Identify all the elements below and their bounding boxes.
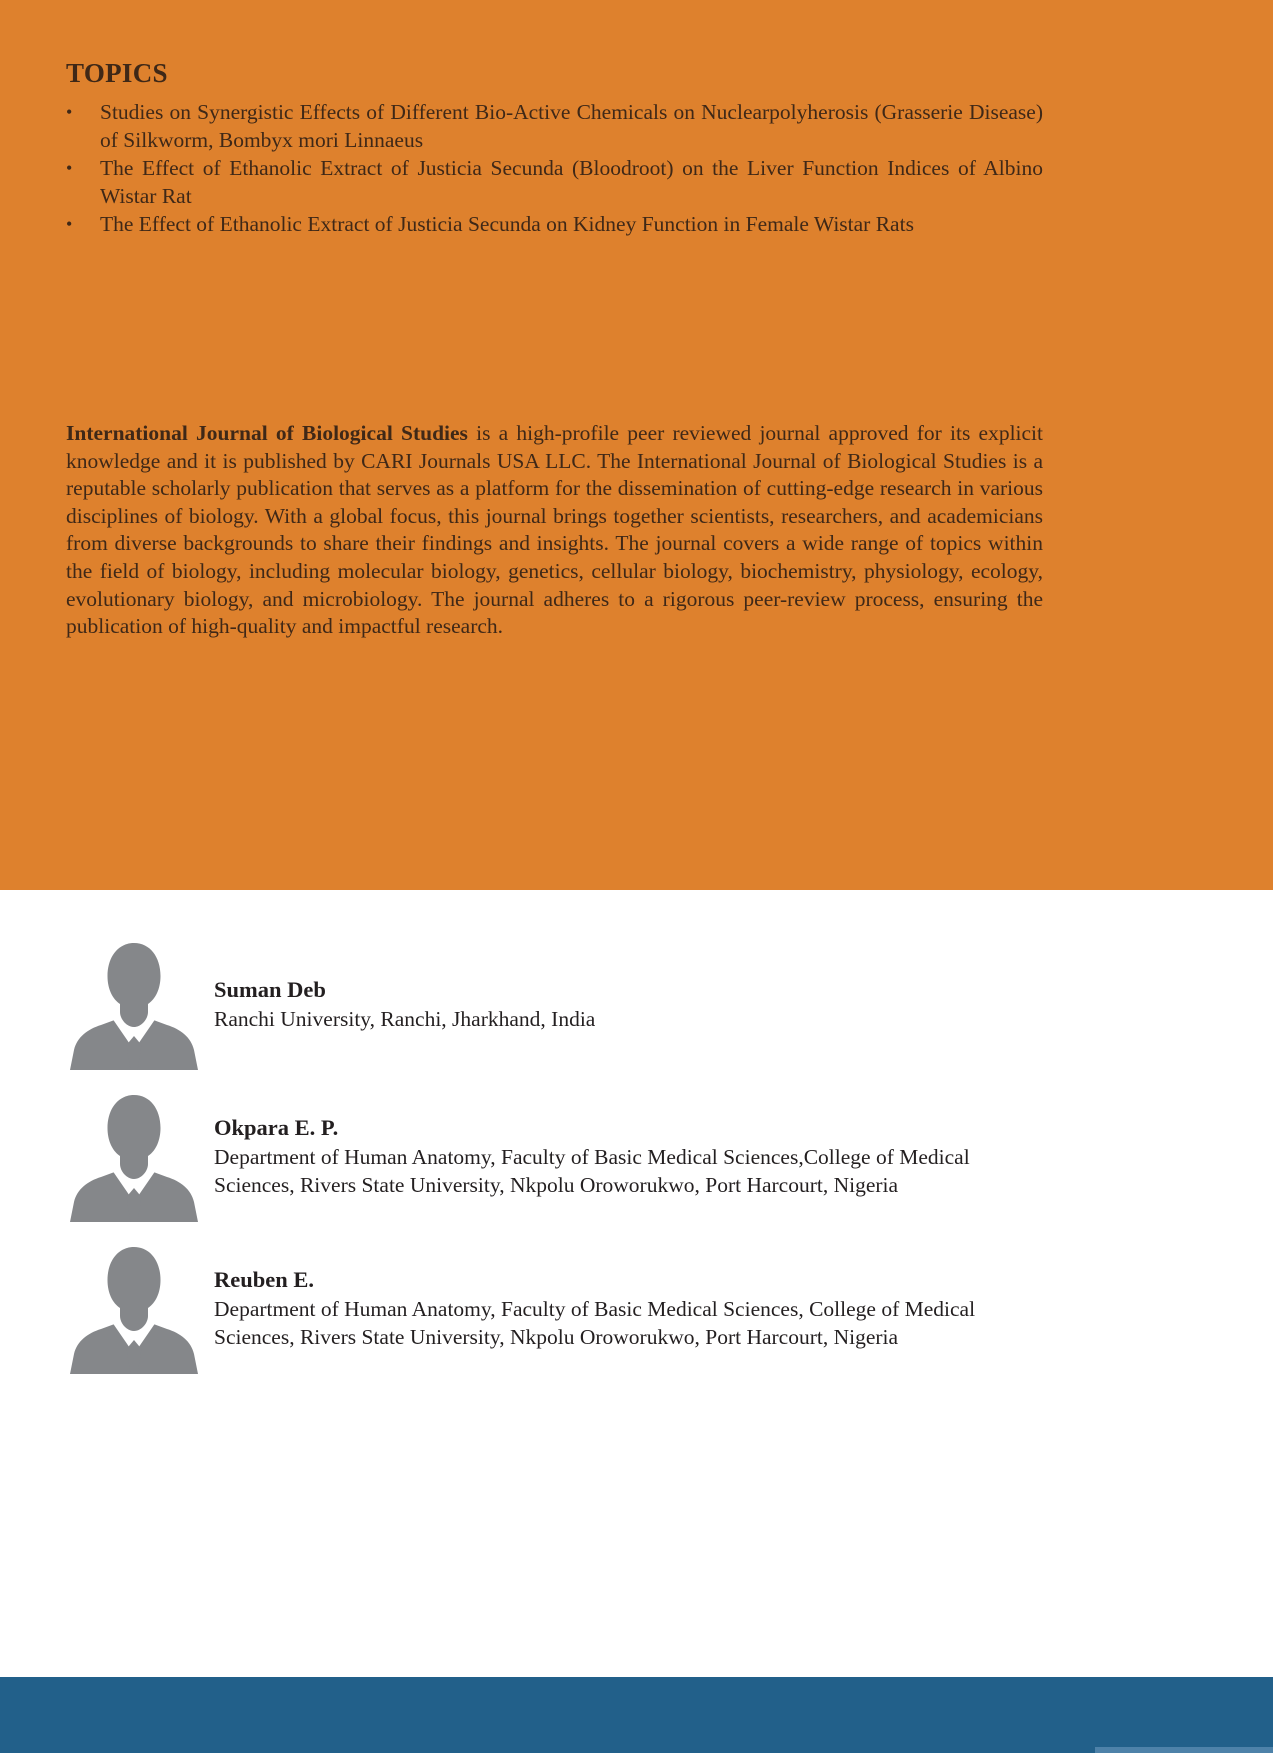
topics-list [66, 98, 1043, 238]
authors-section [0, 890, 1273, 1374]
bullet-icon: • [66, 214, 73, 234]
person-silhouette-icon [68, 938, 200, 1070]
author-name: Reuben E. [214, 1267, 315, 1292]
topic-item-text: The Effect of Ethanolic Extract of Justicia Secunda (Bloodroot) on the Liver Function Indices of Albino Wistar Rat [100, 156, 1043, 208]
author-affiliation: Ranchi University, Ranchi, Jharkhand, India [214, 1007, 596, 1031]
author-card [68, 938, 1213, 1070]
author-affiliation: Department of Human Anatomy, Faculty of Basic Medical Sciences, College of Medical Sciences, Rivers State University, Nkpolu Oroworukwo, Port Harcourt, Nigeria [214, 1297, 976, 1349]
topic-item-text: Studies on Synergistic Effects of Different Bio-Active Chemicals on Nuclearpolyherosis (Grasserie Disease) of Silkworm, Bombyx mori Linnaeus [100, 100, 1043, 152]
author-avatar [68, 1242, 200, 1374]
author-avatar [68, 1090, 200, 1222]
person-silhouette-icon [68, 1242, 200, 1374]
footer-light-strip [1095, 1747, 1273, 1753]
topic-item [66, 98, 1043, 154]
topic-item-text: The Effect of Ethanolic Extract of Justicia Secunda on Kidney Function in Female Wistar Rats [100, 212, 914, 236]
author-info [214, 975, 1004, 1033]
topics-heading: TOPICS [66, 58, 168, 88]
journal-info-content [0, 0, 1273, 641]
author-info [214, 1265, 1004, 1351]
journal-name: International Journal of Biological Studies [66, 421, 468, 445]
journal-description-text: is a high-profile peer reviewed journal approved for its explicit knowledge and it is published by CARI Journals USA LLC. The International Journal of Biological Studies is a reputable scholarly publication that serves as a platform for the dissemination of cutting-edge research in various disciplines of biology. With a global focus, this journal brings together scientists, researchers, and academicians from diverse backgrounds to share their findings and insights. The journal covers a wide range of topics within the field of biology, including molecular biology, genetics, cellular biology, biochemistry, physiology, ecology, evolutionary biology, and microbiology. The journal adheres to a rigorous peer-review process, ensuring the publication of high-quality and impactful research. [66, 421, 1044, 639]
topic-item [66, 154, 1043, 210]
journal-description [66, 420, 1043, 641]
bullet-icon: • [66, 158, 73, 178]
author-card [68, 1090, 1213, 1222]
bullet-icon: • [66, 102, 73, 122]
author-name: Okpara E. P. [214, 1115, 339, 1140]
author-avatar [68, 938, 200, 1070]
topic-item [66, 210, 1043, 238]
author-info [214, 1113, 1004, 1199]
author-affiliation: Department of Human Anatomy, Faculty of Basic Medical Sciences,College of Medical Sciences, Rivers State University, Nkpolu Oroworukwo, Port Harcourt, Nigeria [214, 1145, 970, 1197]
author-card [68, 1242, 1213, 1374]
footer-bar [0, 1677, 1273, 1753]
author-name: Suman Deb [214, 977, 326, 1002]
person-silhouette-icon [68, 1090, 200, 1222]
